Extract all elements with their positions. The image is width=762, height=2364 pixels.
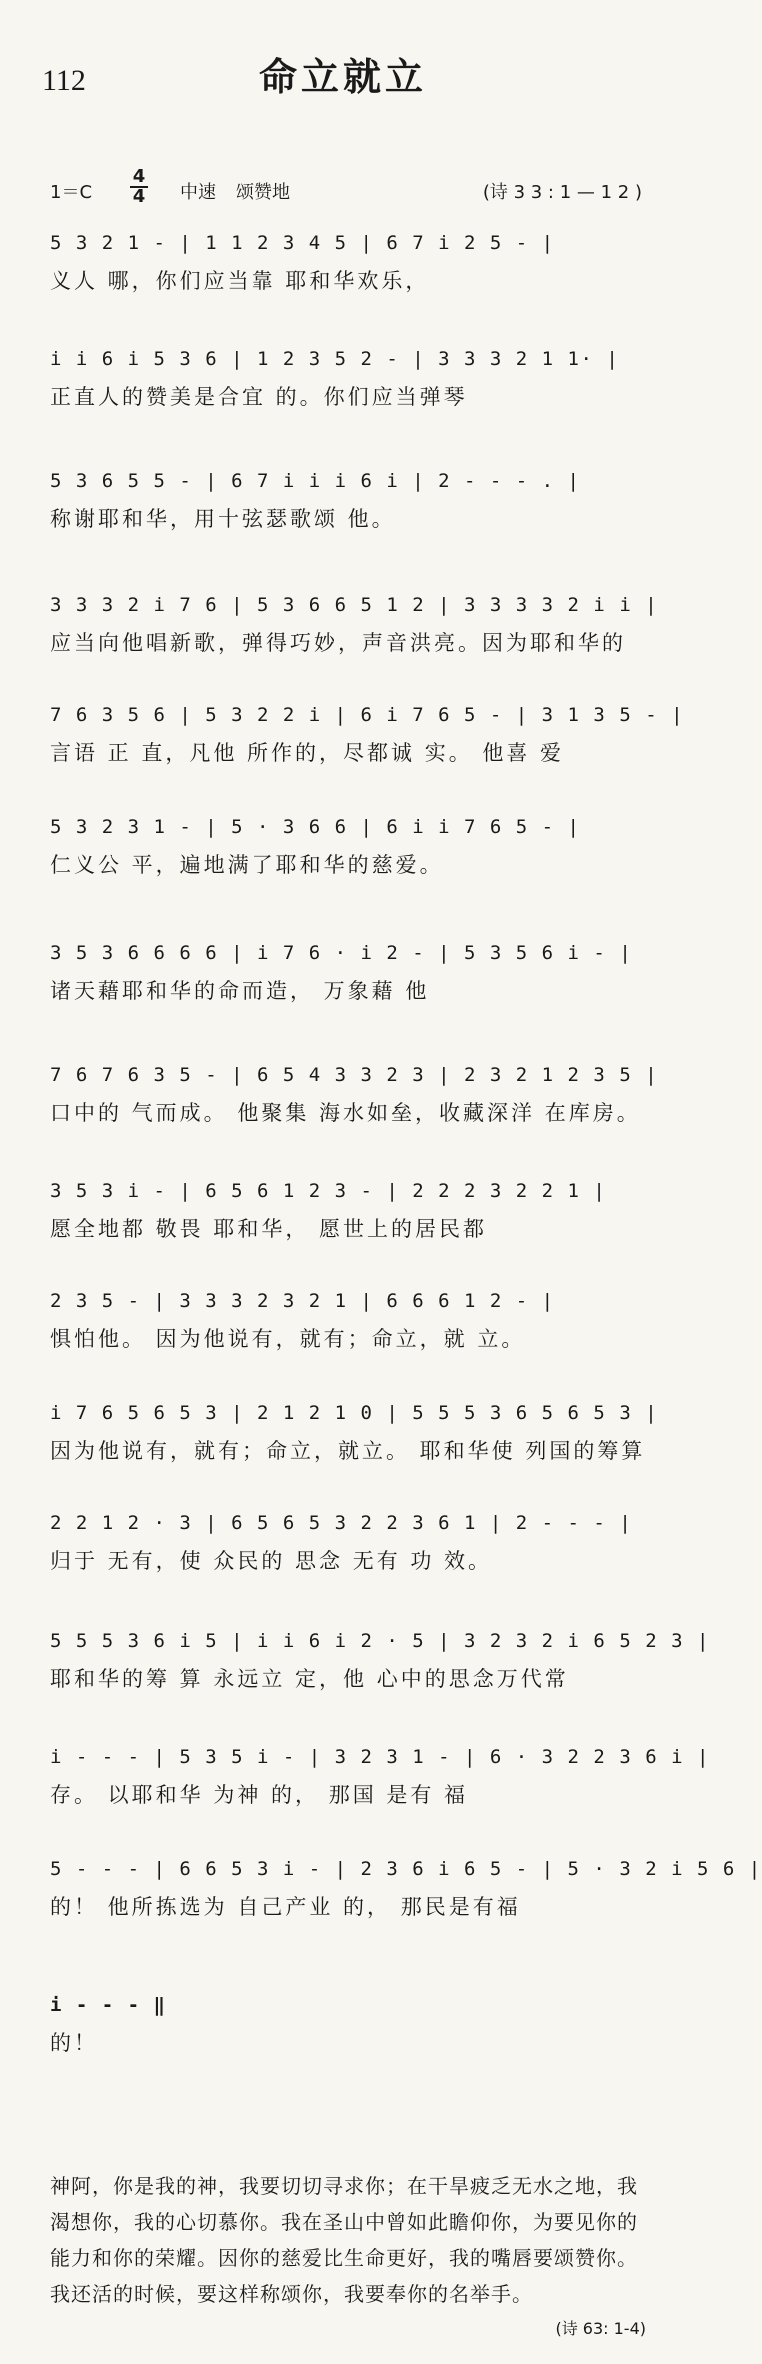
tempo-marking: 中速 [180, 182, 216, 203]
lyrics-line: 惧怕他。 因为他说有，就有；命立，就 立。 [50, 1327, 526, 1351]
numbered-notation-line: 3 5 3 i - | 6 5 6 1 2 3 - | 2 2 2 3 2 2 1 | [50, 1180, 607, 1202]
music-system [50, 938, 646, 1008]
music-system [50, 1176, 646, 1246]
lyrics-line: 归于 无有，使 众民的 思念 无有 功 效。 [50, 1549, 493, 1573]
lyrics-line: 言语 正 直，凡他 所作的，尽都诚 实。 他喜 爱 [50, 741, 565, 765]
verse-reference: (诗 63: 1-4) [555, 2319, 646, 2338]
music-system [50, 1286, 646, 1356]
lyrics-line: 存。 以耶和华 为神 的， 那国 是有 福 [50, 1783, 469, 1807]
music-system [50, 1626, 710, 1696]
music-system [50, 1508, 646, 1578]
lyrics-line: 耶和华的筹 算 永远立 定，他 心中的思念万代常 [50, 1667, 569, 1691]
lyrics-line: 仁义公 平，遍地满了耶和华的慈爱。 [50, 853, 444, 877]
scripture-verse: 神阿，你是我的神，我要切切寻求你；在干旱疲乏无水之地，我渴想你，我的心切慕你。我在圣山中曾如此瞻仰你，为要见你的能力和你的荣耀。因你的慈爱比生命更好，我的嘴唇要颂赞你。我还活的时候，要这样称颂你，我要奉你的名举手。 [50, 2174, 638, 2306]
lyrics-line: 口中的 气而成。 他聚集 海水如垒，收藏深洋 在库房。 [50, 1101, 641, 1125]
music-system [50, 1060, 659, 1130]
numbered-notation-line: 5 5 5 3 6 i 5 | i i 6 i 2 · 5 | 3 2 3 2 i 6 5 2 3 | [50, 1630, 710, 1652]
key-signature: 1＝C [50, 182, 93, 203]
music-system [50, 1854, 762, 1924]
lyrics-line: 义人 哪，你们应当靠 耶和华欢乐， [50, 269, 430, 293]
music-system [50, 344, 646, 414]
lyrics-line: 正直人的赞美是合宜 的。你们应当弹琴 [50, 385, 468, 409]
song-meta [50, 168, 646, 208]
lyrics-line: 因为他说有，就有；命立，就立。 耶和华使 列国的筹算 [50, 1439, 646, 1463]
lyrics-line: 应当向他唱新歌，弹得巧妙，声音洪亮。因为耶和华的 [50, 631, 626, 655]
numbered-notation-line: 7 6 7 6 3 5 - | 6 5 4 3 3 2 3 | 2 3 2 1 2 3 5 | [50, 1064, 659, 1086]
music-system [50, 466, 646, 536]
lyrics-line: 诸天藉耶和华的命而造， 万象藉 他 [50, 979, 430, 1003]
scripture-reference: (诗 3 3 : 1 — 1 2 ) [482, 182, 642, 203]
music-system [50, 812, 646, 882]
numbered-notation-line: 5 3 6 5 5 - | 6 7 i i i 6 i | 2 - - - . | [50, 470, 581, 492]
music-system [50, 1398, 659, 1468]
numbered-notation-line: 5 - - - | 6 6 5 3 i - | 2 3 6 i 6 5 - | 5 · 3 2 i 5 6 | [50, 1858, 762, 1880]
song-title: 命立就立 [258, 55, 427, 99]
numbered-notation-line: i 7 6 5 6 5 3 | 2 1 2 1 0 | 5 5 5 3 6 5 6 5 3 | [50, 1402, 659, 1424]
numbered-notation-line: i - - - ‖ [50, 1994, 167, 2016]
numbered-notation-line: i - - - | 5 3 5 i - | 3 2 3 1 - | 6 · 3 2 2 3 6 i | [50, 1746, 710, 1768]
lyrics-line: 的！ 他所拣选为 自己产业 的， 那民是有福 [50, 1895, 521, 1919]
lyrics-line: 愿全地都 敬畏 耶和华， 愿世上的居民都 [50, 1217, 488, 1241]
music-system [50, 1742, 710, 1812]
numbered-notation-line: i i 6 i 5 3 6 | 1 2 3 5 2 - | 3 3 3 2 1 1· | [50, 348, 620, 370]
numbered-notation-line: 2 2 1 2 · 3 | 6 5 6 5 3 2 2 3 6 1 | 2 - - - | [50, 1512, 633, 1534]
numbered-notation-line: 3 3 3 2 i 7 6 | 5 3 6 6 5 1 2 | 3 3 3 3 2 i i | [50, 594, 659, 616]
numbered-notation-line: 5 3 2 3 1 - | 5 · 3 6 6 | 6 i i 7 6 5 - | [50, 816, 581, 838]
numbered-notation-line: 3 5 3 6 6 6 6 | i 7 6 · i 2 - | 5 3 5 6 i - | [50, 942, 633, 964]
music-system [50, 700, 685, 770]
page-number: 112 [42, 64, 86, 97]
music-system [50, 590, 659, 660]
numbered-notation-line: 5 3 2 1 - | 1 1 2 3 4 5 | 6 7 i 2 5 - | [50, 232, 555, 254]
music-system [50, 228, 646, 298]
numbered-notation-line: 2 3 5 - | 3 3 3 2 3 2 1 | 6 6 6 1 2 - | [50, 1290, 555, 1312]
lyrics-line: 称谢耶和华，用十弦瑟歌颂 他。 [50, 507, 396, 531]
time-signature: 4 4 [130, 168, 148, 206]
expression-marking: 颂赞地 [236, 182, 290, 203]
numbered-notation-line: 7 6 3 5 6 | 5 3 2 2 i | 6 i 7 6 5 - | 3 1 3 5 - | [50, 704, 685, 726]
lyrics-line: 的！ [50, 2031, 98, 2055]
music-system [50, 1990, 646, 2060]
